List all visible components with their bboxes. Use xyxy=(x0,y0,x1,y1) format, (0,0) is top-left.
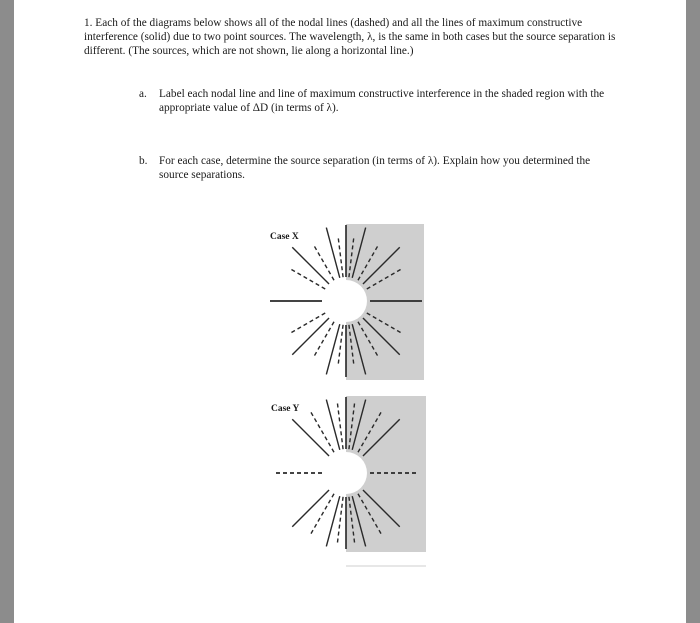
case-x-nodal-line-26 xyxy=(338,235,343,277)
case-y-maximum-line-3 xyxy=(292,490,329,527)
case-x-nodal-line-23 xyxy=(313,322,334,358)
case-y-nodal-line-18 xyxy=(311,412,334,452)
case-y-nodal-line-19 xyxy=(311,494,334,534)
case-x-source-hole xyxy=(325,280,367,322)
case-x-nodal-line-27 xyxy=(338,325,343,367)
question-text: 1. Each of the diagrams below shows all of the nodal lines (dashed) and all the lines of maximum constructive interference (solid) due to two point sources. The wavelength, λ, is the same in both cases but the source separation is different. (The sources, which are not shown, lie along a horizontal line.) xyxy=(84,17,616,57)
case-y-label: Case Y xyxy=(271,404,300,414)
part-a-text: Label each nodal line and line of maximum constructive interference in the shaded region with the appropriate value of ΔD (in terms of λ). xyxy=(159,88,605,114)
case-x-nodal-line-18 xyxy=(289,268,325,289)
part-b-label: b. xyxy=(139,155,148,167)
case-x-label: Case X xyxy=(270,232,299,242)
case-x-maximum-line-11 xyxy=(326,324,339,374)
case-x-nodal-line-22 xyxy=(313,244,334,280)
case-x-maximum-line-10 xyxy=(326,228,339,278)
case-x-nodal-line-19 xyxy=(289,313,325,334)
part-a-label: a. xyxy=(139,88,147,100)
case-y-source-hole xyxy=(325,452,367,494)
case-x-maximum-line-6 xyxy=(292,247,329,284)
case-x-maximum-line-7 xyxy=(292,318,329,355)
part-b-text: For each case, determine the source separation (in terms of λ). Explain how you determined the source separations. xyxy=(159,155,591,181)
case-y-maximum-line-2 xyxy=(292,419,329,456)
